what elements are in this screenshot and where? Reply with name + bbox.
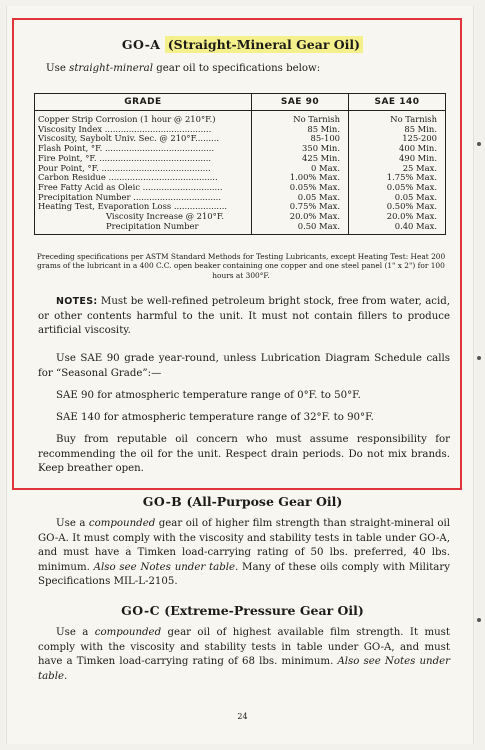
sae90-value: 0.75% Max. bbox=[289, 202, 340, 212]
sae90-column bbox=[252, 111, 349, 235]
intro-text-end: gear oil to specifications below: bbox=[152, 63, 321, 74]
header-sae140: SAE 140 bbox=[349, 94, 446, 111]
sae140-value: 0.40 Max. bbox=[394, 221, 437, 231]
sae140-value: 490 Min. bbox=[399, 153, 437, 163]
intro-emphasis: straight-mineral bbox=[69, 63, 153, 74]
go-c-name: (Extreme-Pressure Gear Oil) bbox=[164, 603, 364, 618]
grade-label: Heating Test, Evaporation Loss .................... bbox=[38, 202, 228, 212]
go-b-emphasis-1: compounded bbox=[88, 518, 156, 529]
grade-label: Precipitation Number bbox=[106, 221, 199, 231]
sae90-value: 85-100 bbox=[310, 134, 340, 144]
go-c-emphasis-1: compounded bbox=[94, 627, 162, 638]
sae140-value: 0.05% Max. bbox=[386, 182, 437, 192]
sae90-value: 20.0% Max. bbox=[289, 212, 340, 222]
page-edge-mark bbox=[477, 618, 481, 622]
sae140-value: 1.75% Max. bbox=[386, 173, 437, 183]
sae140-value: 85 Min. bbox=[404, 124, 437, 134]
grade-label: Fire Point, °F. .......................................... bbox=[38, 153, 212, 163]
grade-label: Carbon Residue ......................................... bbox=[38, 173, 218, 183]
grade-label: Viscosity Index ........................................ bbox=[38, 124, 212, 134]
sae140-value: 400 Min. bbox=[399, 144, 437, 154]
go-b-text-3: Many of these oils comply with Military Specifications MIL-L-2105. bbox=[38, 561, 450, 588]
sae90-range: SAE 90 for atmospheric temperature range of 0°F. to 50°F. bbox=[56, 390, 361, 401]
sae-intro-text: Use SAE 90 grade year-round, unless Lubrication Diagram Schedule calls for “Seasonal Grade”:— bbox=[38, 353, 450, 379]
go-c-emphasis-2: Also see Notes under table. bbox=[38, 656, 450, 682]
sae140-value: 0.05 Max. bbox=[394, 192, 437, 202]
go-b-heading bbox=[0, 494, 485, 509]
grade-label: Viscosity Increase @ 210°F. bbox=[106, 212, 224, 222]
grade-label: Copper Strip Corrosion (1 hour @ 210°F.) bbox=[38, 115, 216, 124]
sae90-value: 0.05 Max. bbox=[297, 192, 340, 202]
grade-label: Viscosity, Saybolt Univ. Sec. @ 210°F......... bbox=[38, 134, 220, 144]
sae-intro bbox=[38, 352, 450, 381]
sae90-value: 0 Max. bbox=[311, 163, 340, 173]
sae90-value: 1.00% Max. bbox=[289, 173, 340, 183]
sae140-column bbox=[349, 111, 446, 235]
sae140-value: 25 Max. bbox=[402, 163, 437, 173]
intro-text: Use bbox=[46, 63, 70, 74]
notes-paragraph bbox=[38, 295, 450, 339]
go-c-text-2: gear oil of highest available film strength. It must comply with the viscosity and stability tests in table under GO-A, and must have a Timken load-carrying rating of 68 lbs. minimum. bbox=[38, 627, 450, 668]
sae140-range: SAE 140 for atmospheric temperature range of 32°F. to 90°F. bbox=[56, 412, 374, 423]
go-c-heading bbox=[0, 603, 485, 618]
notes-text: Must be well-refined petroleum bright stock, free from water, acid, or other contents harmful to the unit. It must not contain fillers to produce artificial viscosity. bbox=[38, 296, 450, 337]
sae90-value: 85 Min. bbox=[307, 124, 340, 134]
page-edge-mark bbox=[477, 142, 481, 146]
buy-advice-text: Buy from reputable oil concern who must assume responsibility for recommending the oil for the unit. Respect drain periods. Do not mix brands. Keep breather open. bbox=[38, 434, 450, 475]
grade-label: Precipitation Number ................................. bbox=[38, 192, 222, 202]
go-b-text-2: gear oil of higher film strength than straight-mineral oil GO-A. It must comply with the viscosity and stability tests in table under GO-A, and must have a Timken load-carrying rating of 50 lbs. preferred, 40 lbs. minimum. bbox=[38, 518, 450, 573]
go-b-paragraph bbox=[38, 517, 450, 590]
grade-label: Flash Point, °F. ......................................... bbox=[38, 144, 215, 154]
sae90-value: 0.50 Max. bbox=[297, 221, 340, 231]
grade-column bbox=[35, 111, 252, 235]
header-grade: GRADE bbox=[35, 94, 252, 111]
go-a-heading bbox=[0, 37, 485, 52]
sae90-value: 425 Min. bbox=[302, 153, 340, 163]
go-a-intro bbox=[46, 62, 446, 77]
header-sae90: SAE 90 bbox=[252, 94, 349, 111]
sae140-value: 125-200 bbox=[402, 134, 437, 144]
sae90-value: 350 Min. bbox=[302, 144, 340, 154]
sae140-value: No Tarnish bbox=[390, 115, 437, 124]
page-number: 24 bbox=[237, 712, 248, 721]
page-edge-mark bbox=[477, 356, 481, 360]
sae140-value: 0.50% Max. bbox=[386, 202, 437, 212]
go-b-text-1: Use a bbox=[56, 518, 89, 529]
sae90-value: No Tarnish bbox=[293, 115, 340, 124]
go-c-code: GO-C bbox=[121, 603, 160, 618]
grade-label: Pour Point, °F. ......................................... bbox=[38, 163, 211, 173]
go-b-code: GO-B bbox=[142, 494, 183, 509]
spec-table bbox=[34, 93, 446, 235]
go-c-text-1: Use a bbox=[56, 627, 95, 638]
go-b-name: (All-Purpose Gear Oil) bbox=[186, 494, 343, 509]
go-a-code: GO-A bbox=[121, 37, 161, 52]
notes-label: NOTES: bbox=[56, 296, 98, 307]
go-b-emphasis-2: Also see Notes under table. bbox=[93, 561, 239, 573]
sae140-value: 20.0% Max. bbox=[386, 212, 437, 222]
go-c-paragraph bbox=[38, 626, 450, 684]
buy-advice bbox=[38, 433, 450, 477]
go-a-name: (Straight-Mineral Gear Oil) bbox=[165, 36, 363, 53]
sae90-value: 0.05% Max. bbox=[289, 182, 340, 192]
table-footnote: Preceding specifications per ASTM Standard Methods for Testing Lubricants, except Heating Test: Heat 200 grams of the lubricant in a 400 C.C. open beaker containing one copper and one steel panel (1" x 2") for 100 hours at 300°F. bbox=[36, 252, 446, 280]
grade-label: Free Fatty Acid as Oleic .............................. bbox=[38, 182, 223, 192]
